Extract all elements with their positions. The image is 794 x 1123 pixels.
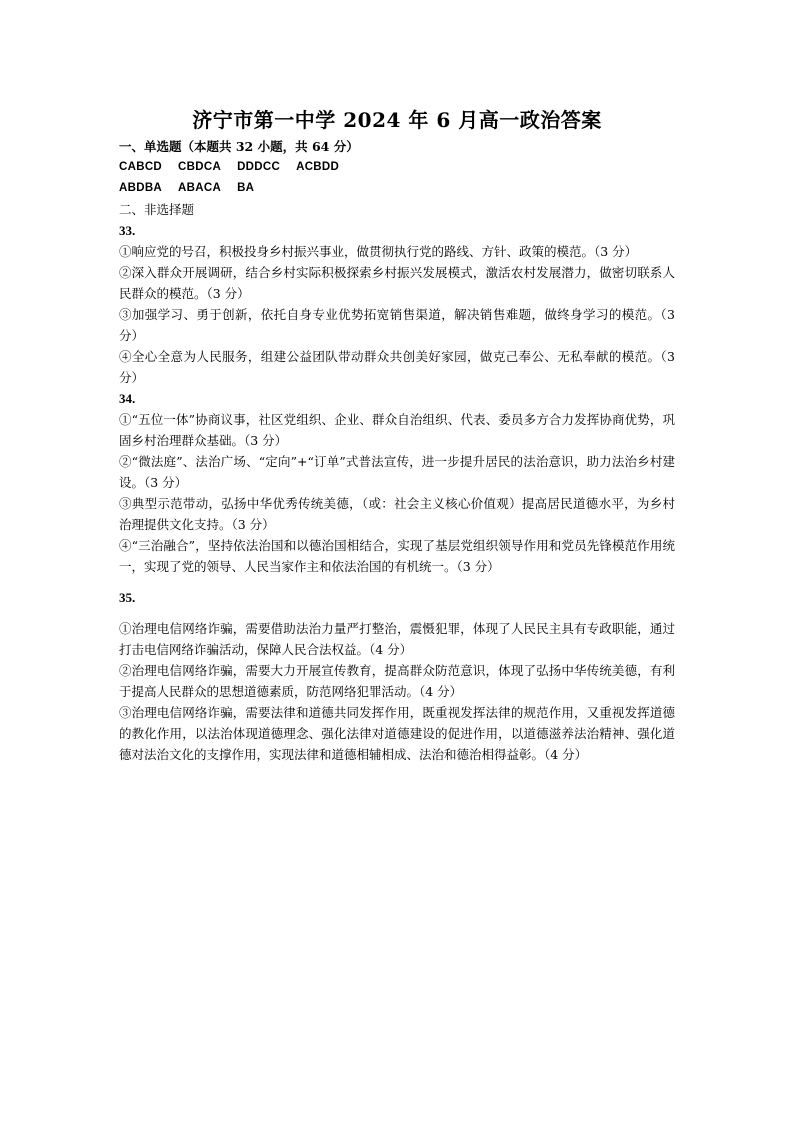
- question-33-number: 33.: [119, 223, 136, 238]
- answer-row-1: [119, 157, 675, 178]
- question-35-number: 35.: [119, 590, 136, 605]
- q34-answer-4: ④“三治融合”，坚持依法治国和以德治国相结合，实现了基层党组织领导作用和党员先锋模范作用统一，实现了党的领导、人民当家作主和依法治国的有机统一。（3 分）: [119, 538, 675, 574]
- answer-row-2: [119, 178, 675, 199]
- answer-group: ABDBA: [119, 182, 163, 194]
- page-title: 济宁市第一中学 2024 年 6 月高一政治答案: [192, 108, 602, 132]
- q33-answer-1: ①响应党的号召，积极投身乡村振兴事业，做贯彻执行党的路线、方针、政策的模范。（3 分）: [119, 244, 638, 259]
- answer-group: CBDCA: [178, 161, 222, 173]
- q35-answer-2: ②治理电信网络诈骗，需要大力开展宣传教育，提高群众防范意识，体现了弘扬中华传统美德，有利于提高人民群众的思想道德素质，防范网络犯罪活动。（4 分）: [119, 663, 675, 699]
- q33-answer-2: ②深入群众开展调研，结合乡村实际积极探索乡村振兴发展模式，激活农村发展潜力，做密切联系人民群众的模范。（3 分）: [119, 265, 675, 301]
- section2-heading: 二、非选择题: [119, 202, 195, 217]
- q33-answer-3: ③加强学习、勇于创新，依托自身专业优势拓宽销售渠道，解决销售难题，做终身学习的模范。（3 分）: [119, 307, 675, 343]
- spacer: [119, 577, 675, 587]
- answer-group: CABCD: [119, 161, 163, 173]
- spacer: [119, 608, 675, 618]
- answer-group: DDDCC: [237, 161, 281, 173]
- question-34-number: 34.: [119, 391, 136, 406]
- answer-group: BA: [237, 182, 255, 194]
- section1-heading: 一、单选题（本题共 32 小题，共 64 分）: [119, 139, 359, 154]
- q35-answer-3: ③治理电信网络诈骗，需要法律和道德共同发挥作用，既重视发挥法律的规范作用，又重视发挥道德的教化作用，以法治体现道德理念、强化法律对道德建设的促进作用，以道德滋养法治精神、强化道德对法治文化的支撑作用，实现法律和道德相辅相成、法治和德治相得益彰。（4 分）: [119, 705, 675, 762]
- answer-group: ABACA: [178, 182, 222, 194]
- q34-answer-1: ①“五位一体”协商议事，社区党组织、企业、群众自治组织、代表、委员多方合力发挥协商优势，巩固乡村治理群众基础。（3 分）: [119, 412, 675, 448]
- answer-content: [119, 136, 675, 765]
- q33-answer-4: ④全心全意为人民服务，组建公益团队带动群众共创美好家园，做克己奉公、无私奉献的模范。（3 分）: [119, 349, 675, 385]
- answer-group: ACBDD: [296, 161, 340, 173]
- q34-answer-2: ②“微法庭”、法治广场、“定向”+“订单”式普法宣传，进一步提升居民的法治意识，助力法治乡村建设。（3 分）: [119, 454, 675, 490]
- q34-answer-3: ③典型示范带动，弘扬中华优秀传统美德，（或：社会主义核心价值观）提高居民道德水平，为乡村治理提供文化支持。（3 分）: [119, 496, 675, 532]
- q35-answer-1: ①治理电信网络诈骗，需要借助法治力量严打整治，震慑犯罪，体现了人民民主具有专政职能，通过打击电信网络诈骗活动，保障人民合法权益。（4 分）: [119, 621, 675, 657]
